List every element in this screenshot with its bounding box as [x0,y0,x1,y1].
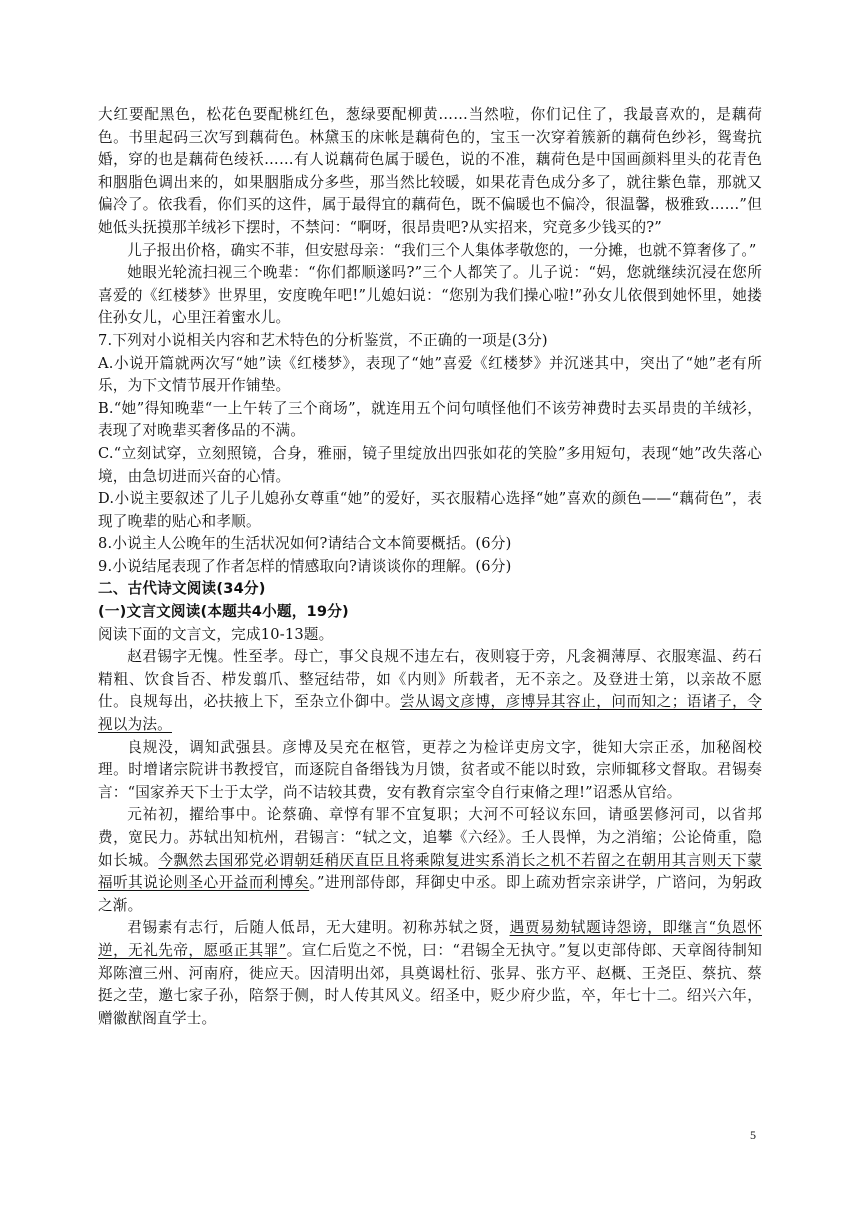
classical-paragraph-3 [98,804,762,917]
classical-p3-text-b: 。”进刑部侍郎，拜御史中丞。即上疏劝哲宗亲讲学，广谘问，为躬政之渐。 [98,874,762,914]
page-number: 5 [750,1128,756,1142]
classical-p4-text-a: 君锡素有志行，后随人低昂，无大建明。初称苏轼之贤， [127,919,510,937]
classical-p1-text: 赵君锡字无愧。性至孝。母亡，事父良规不违左右，夜则寝于旁，凡衾裯薄厚、衣服寒温、药石精粗、饮食旨否、栉发翦爪、整冠结带，如《内则》所载者，无不亲之。及登进士第，以亲故不愿仕。良规每出，必扶掖上下，至杂立仆御中。 [98,648,762,711]
classical-p3-text-a: 元祐初，擢给事中。论蔡确、章惇有罪不宜复职；大河不可轻议东回，请亟罢修河司，以省邦费，宽民力。苏轼出知杭州，君锡言：“轼之文，追攀《六经》。壬人畏惮，为之消缩；公论倚重，隐如长城。 [98,806,762,869]
classical-paragraph-2: 良规没，调知武强县。彦博及吴充在枢管，更荐之为检详吏房文字，徙知大宗正丞，加秘阁校理。时增诸宗院讲书教授官，而逐院自备缗钱为月馈，贫者或不能以时致，宗师辄移文督取。君锡奏言：“国家养天下士于太学，尚不诘较其费，安有教育宗室令自行束脩之理!”诏悉从官给。 [98,738,762,801]
classical-p4-text-b: 。宣仁后览之不悦，曰：“君锡全无执守。”复以吏部侍郎、天章阁待制知郑陈澶三州、河南府，徙应天。因清明出郊，具奠谒杜衍、张昇、张方平、赵概、王尧臣、蔡抗、蔡挺之茔，邀七家子孙，陪祭于侧，时人传其风义。绍圣中，贬少府少监，卒，年七十二。绍兴六年，赠徽猷阁直学士。 [98,941,762,1027]
classical-paragraph-4 [98,917,762,1030]
option-c: C.“立刻试穿，立刻照镜，合身，雅丽，镜子里绽放出四张如花的笑脸”多用短句，表现“她”改失落心境，由急切进而兴奋的心情。 [98,444,762,485]
section-heading: 二、古代诗文阅读(34分) [98,580,266,598]
option-b: B.“她”得知晚辈“一上午转了三个商场”，就连用五个问句嗔怪他们不该劳神费时去买昂贵的羊绒衫，表现了对晚辈买奢侈品的不满。 [98,399,762,440]
page-content [98,104,762,1030]
underlined-sentence-3: 遇贾易劾轼题诗怨谤，即继言“负恩怀逆，无礼先帝，愿亟正其罪” [98,919,762,959]
story-paragraph-1: 大红要配黑色，松花色要配桃红色，葱绿要配柳黄……当然啦，你们记住了，我最喜欢的，是藕荷色。书里起码三次写到藕荷色。林黛玉的床帐是藕荷色的，宝玉一次穿着簇新的藕荷色纱衫，鸳鸯抗婚，穿的也是藕荷色绫袄……有人说藕荷色属于暖色，说的不准，藕荷色是中国画颜料里头的花青色和胭脂色调出来的，如果胭脂成分多些，那当然比较暖，如果花青色成分多了，就往紫色靠，那就又偏冷了。依我看，你们买的这件，属于最得宜的藕荷色，既不偏暖也不偏冷，很温馨，极雅致……”但她低头抚摸那羊绒衫下摆时，不禁问：“啊呀，很昂贵吧?从实招来，究竟多少钱买的?” [98,106,762,236]
question-9: 9.小说结尾表现了作者怎样的情感取向?请谈谈你的理解。(6分) [98,557,512,575]
subsection-heading: (一)文言文阅读(本题共4小题，19分) [98,603,349,621]
story-paragraph-2: 儿子报出价格，确实不菲，但安慰母亲：“我们三个人集体孝敬您的，一分摊，也就不算奢侈了。” [127,241,757,259]
reading-instruction: 阅读下面的文言文，完成10-13题。 [98,625,334,643]
classical-paragraph-1 [98,646,762,736]
underlined-sentence-1: 尝从谒文彦博，彦博异其容止，问而知之；语诸子，令视以为法。 [98,693,762,734]
option-a: A.小说开篇就两次写“她”读《红楼梦》，表现了“她”喜爱《红楼梦》并沉迷其中，突出了“她”老有所乐，为下文情节展开作铺垫。 [98,354,762,395]
question-8: 8.小说主人公晚年的生活状况如何?请结合文本简要概括。(6分) [98,535,512,553]
question-7: 7.下列对小说相关内容和艺术特色的分析鉴赏，不正确的一项是(3分) [98,331,548,349]
underlined-sentence-2: 今飘然去国邪党必谓朝廷稍厌直臣且将乘隙复进实系消长之机不若留之在朝用其言则天下蒙福听其说论则圣心开益而利博矣 [98,851,762,892]
story-paragraph-3: 她眼光轮流扫视三个晚辈：“你们都顺遂吗?”三个人都笑了。儿子说：“妈，您就继续沉浸在您所喜爱的《红楼梦》世界里，安度晚年吧!”儿媳妇说：“您别为我们操心啦!”孙女儿依偎到她怀里，她搂住孙女儿，心里汪着蜜水儿。 [98,264,762,327]
option-d: D.小说主要叙述了儿子儿媳孙女尊重“她”的爱好，买衣服精心选择“她”喜欢的颜色——“藕荷色”，表现了晚辈的贴心和孝顺。 [98,490,762,530]
